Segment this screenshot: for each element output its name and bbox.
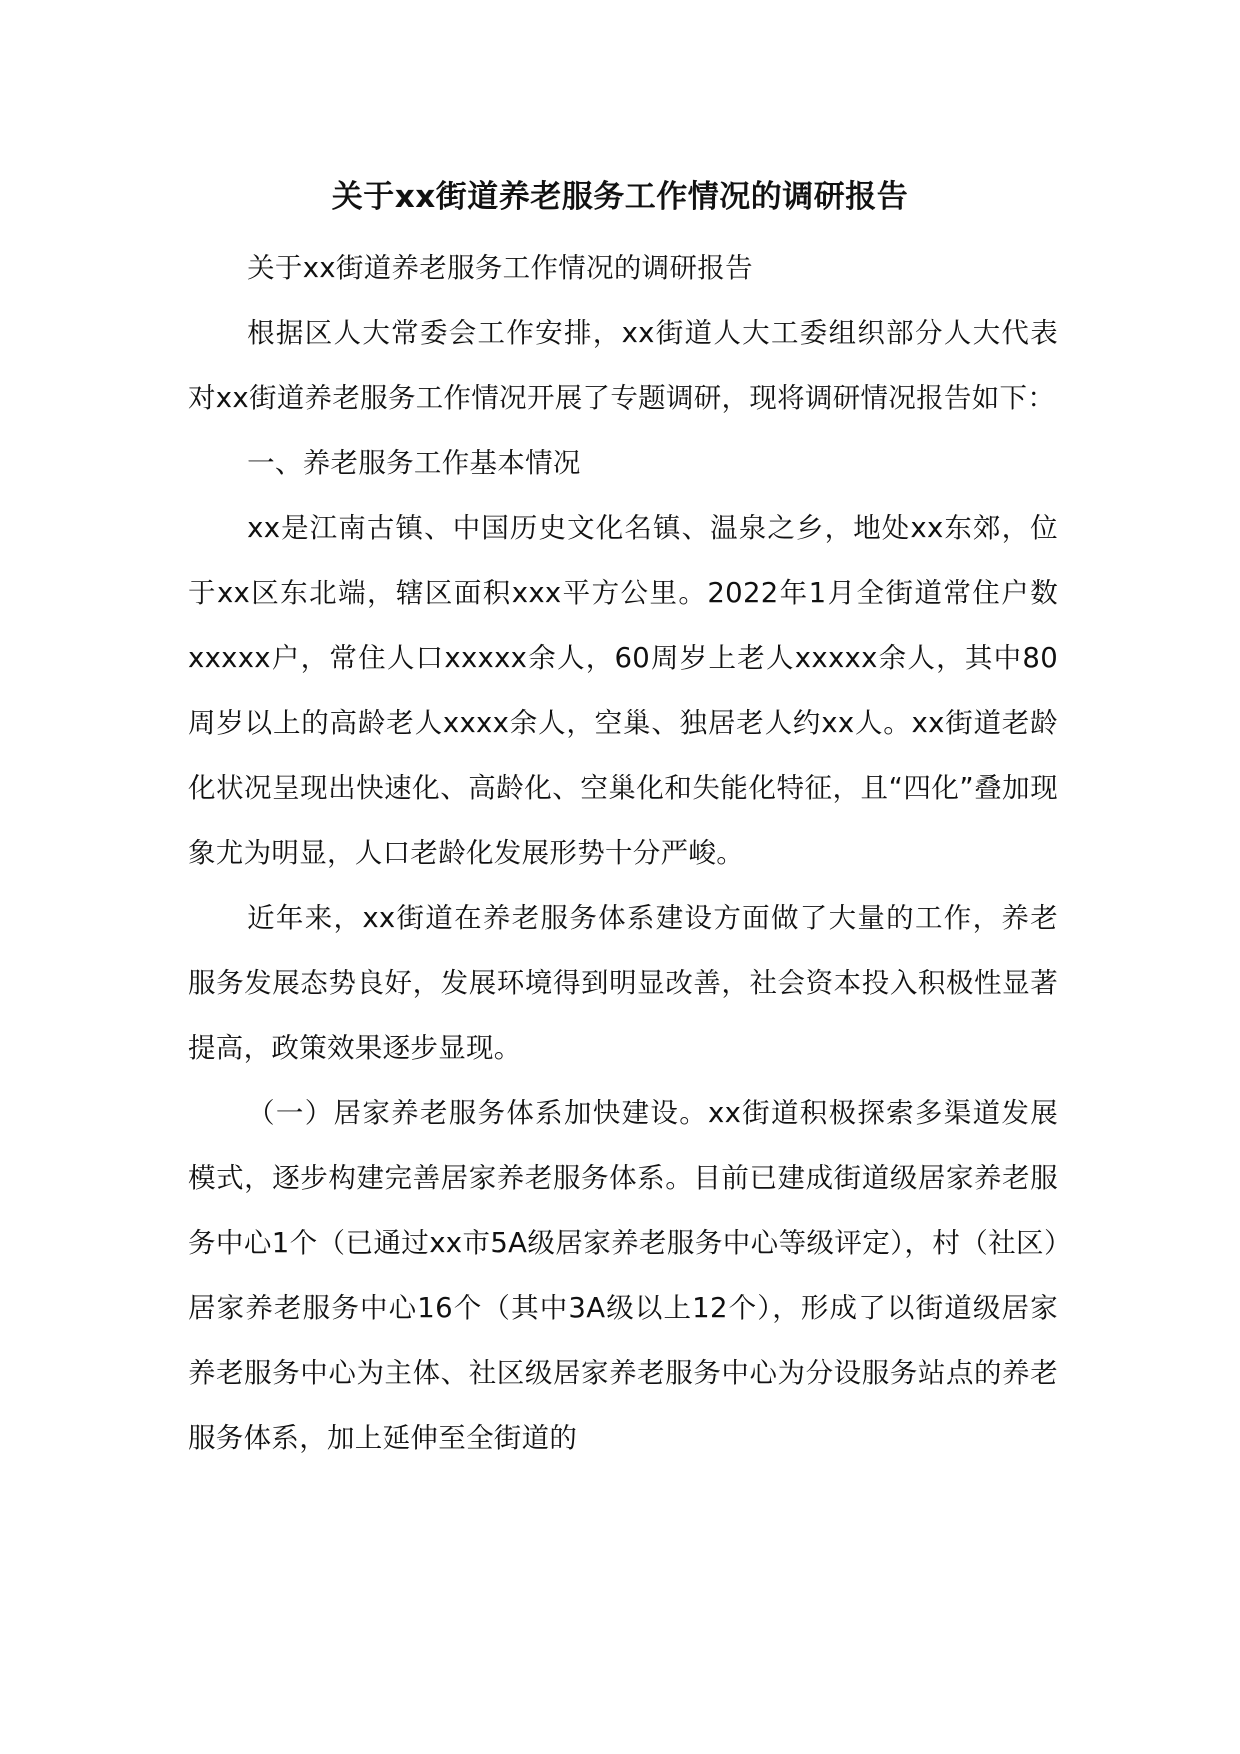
paragraph-town-overview: xx是江南古镇、中国历史文化名镇、温泉之乡，地处xx东郊，位于xx区东北端，辖区面积xxx平方公里。2022年1月全街道常住户数xxxxx户，常住人口xxxxx余人，60周岁上老人xxxxx余人，其中80周岁以上的高龄老人xxxx余人，空巢、独居老人约xx人。xx街道老龄化状况呈现出快速化、高龄化、空巢化和失能化特征，且“四化”叠加现象尤为明显，人口老龄化发展形势十分严峻。 [188, 512, 1058, 869]
paragraph-home-care-system: （一）居家养老服务体系加快建设。xx街道积极探索多渠道发展模式，逐步构建完善居家养老服务体系。目前已建成街道级居家养老服务中心1个（已通过xx市5A级居家养老服务中心等级评定），村（社区）居家养老服务中心16个（其中3A级以上12个），形成了以街道级居家养老服务中心为主体、社区级居家养老服务中心为分设服务站点的养老服务体系，加上延伸至全街道的 [188, 1097, 1058, 1454]
section-heading-basic-situation: 一、养老服务工作基本情况 [247, 447, 581, 479]
paragraph-recent-work: 近年来，xx街道在养老服务体系建设方面做了大量的工作，养老服务发展态势良好，发展环境得到明显改善，社会资本投入积极性显著提高，政策效果逐步显现。 [188, 902, 1058, 1064]
paragraph-intro: 根据区人大常委会工作安排，xx街道人大工委组织部分人大代表对xx街道养老服务工作情况开展了专题调研，现将调研情况报告如下： [188, 317, 1058, 414]
document-body [188, 236, 1058, 1471]
document-title: 关于xx街道养老服务工作情况的调研报告 [331, 179, 909, 215]
paragraph-subtitle: 关于xx街道养老服务工作情况的调研报告 [247, 252, 753, 284]
